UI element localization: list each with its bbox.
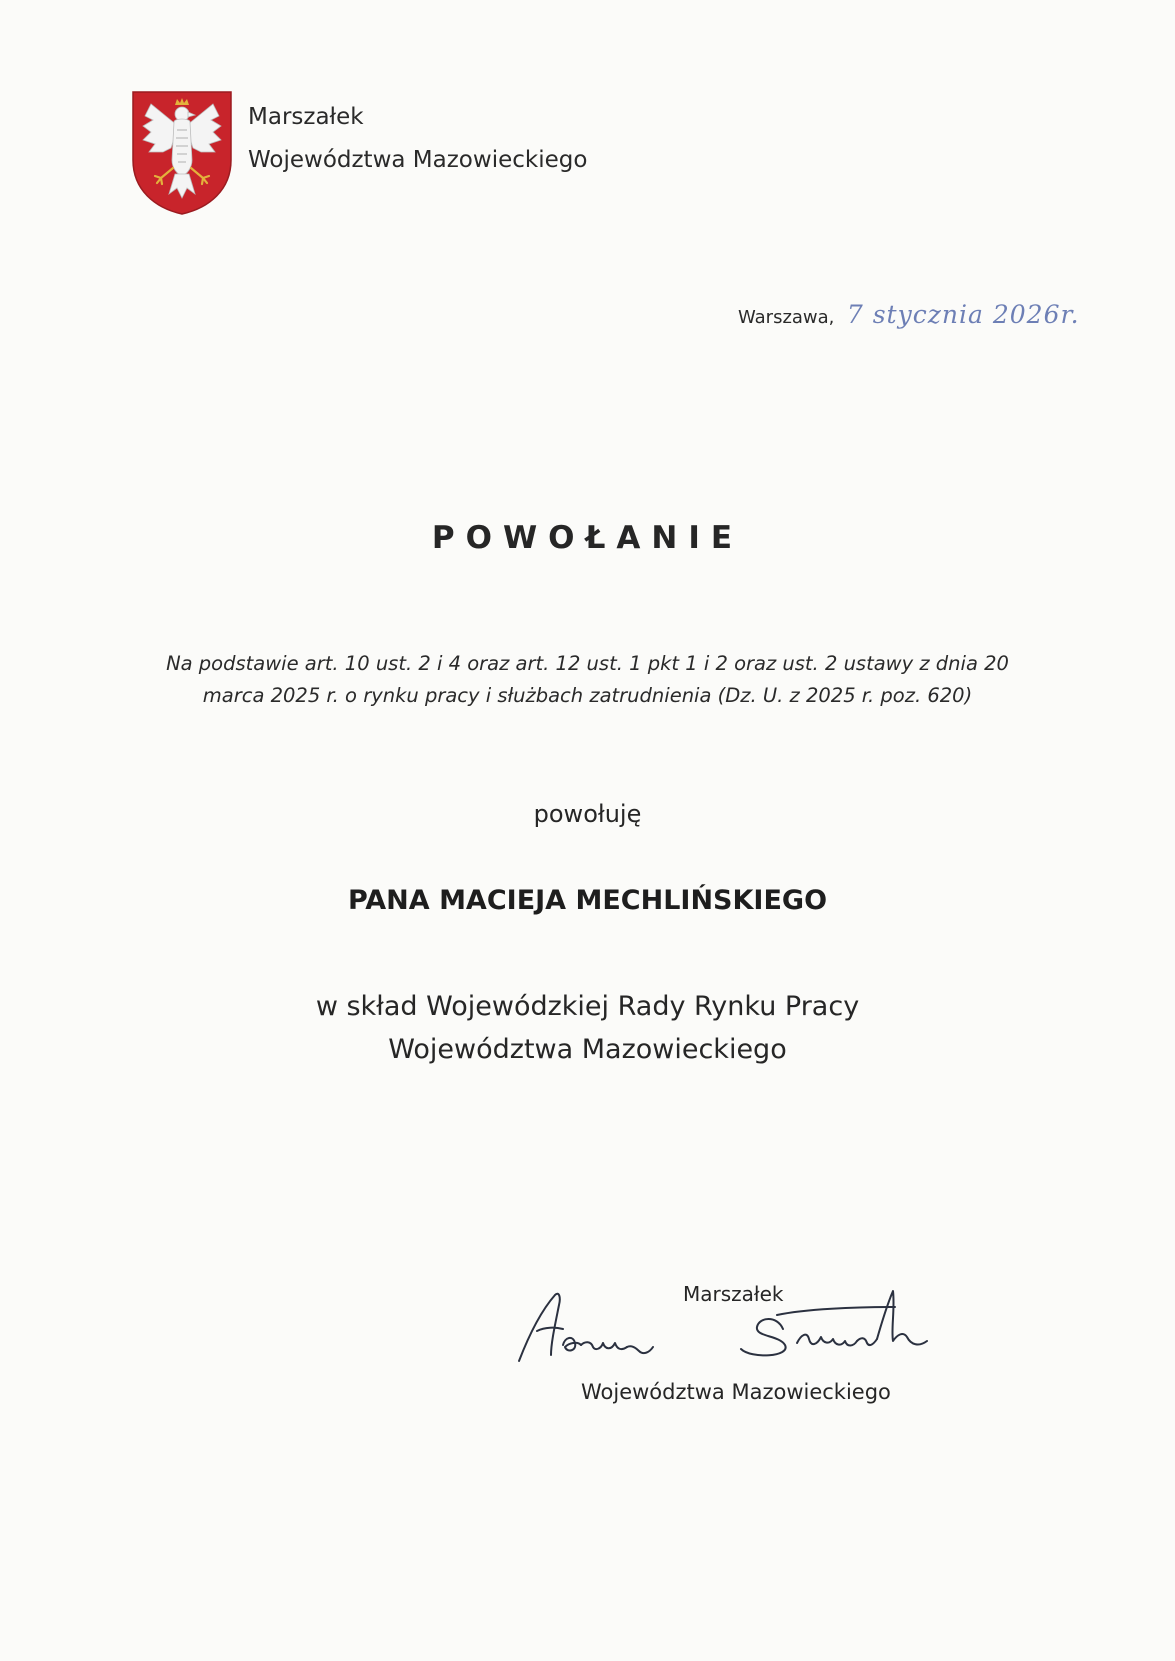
signatory-title: Marszałek (683, 1282, 784, 1306)
council-line: Województwa Mazowieckiego (388, 1034, 787, 1065)
legal-basis-line: marca 2025 r. o rynku pracy i służbach zatrudnienia (Dz. U. z 2025 r. poz. 620) (202, 684, 973, 707)
appointment-body (0, 985, 1175, 1071)
issuer-header (248, 96, 587, 182)
document-title: POWOŁANIE (431, 520, 744, 556)
date-handwritten: 7 stycznia 2026r. (846, 300, 1080, 329)
signatory-region: Województwa Mazowieckiego (581, 1380, 891, 1404)
appointment-verb: powołuję (533, 800, 642, 828)
council-line: w skład Wojewódzkiej Rady Rynku Pracy (315, 991, 860, 1022)
mazovia-coat-of-arms-icon (131, 90, 233, 216)
appointee-name: PANA MACIEJA MECHLIŃSKIEGO (347, 885, 828, 916)
legal-basis-line: Na podstawie art. 10 ust. 2 i 4 oraz art. 12 ust. 1 pkt 1 i 2 oraz ust. 2 ustawy z dnia 20 (166, 652, 1009, 675)
issuer-region: Województwa Mazowieckiego (248, 147, 588, 173)
issuer-title: Marszałek (248, 104, 364, 130)
legal-basis (130, 648, 1045, 712)
dateline (738, 300, 1080, 329)
handwritten-signature (515, 1285, 975, 1365)
date-city: Warszawa, (738, 307, 835, 328)
